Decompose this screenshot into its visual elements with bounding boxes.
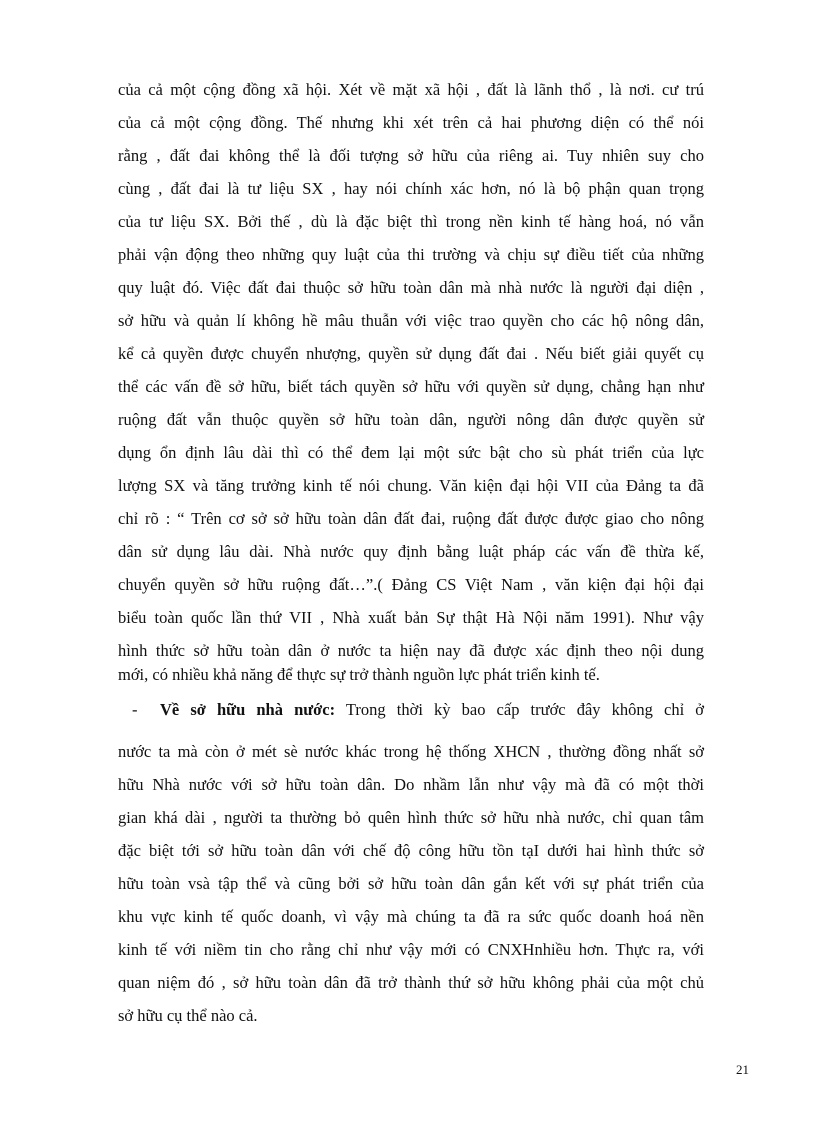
paragraph-line: rằng , đất đai không thể là đối tượng sở hữu của riêng ai. Tuy nhiên suy cho [118, 146, 704, 165]
paragraph-line: của cả một cộng đồng xã hội. Xét về mặt xã hội , đất là lãnh thổ , là nơi. cư trú [118, 80, 704, 99]
paragraph-line: gian khá dài , người ta thường bỏ quên hình thức sở hữu nhà nước, chỉ quan tâm [118, 808, 704, 827]
paragraph-line: dân sử dụng lâu dài. Nhà nước quy định bằng luật pháp các vấn đề thừa kế, [118, 542, 704, 561]
paragraph-line: khu vực kinh tế quốc doanh, vì vậy mà chúng ta đã ra sức quốc doanh hoá nền [118, 907, 704, 926]
bullet-item [118, 700, 704, 720]
paragraph-line: đặc biệt tới sở hữu toàn dân với chế độ công hữu tồn tạI dưới hai hình thức sở [118, 841, 704, 860]
paragraph-line: quy luật đó. Việc đất đai thuộc sở hữu toàn dân mà nhà nước là người đại diện , [118, 278, 704, 297]
paragraph-line: sở hữu cụ thể nào cả. [118, 1006, 258, 1025]
page-number: 21 [736, 1062, 749, 1077]
paragraph-line: phải vận động theo những quy luật của thi trường và chịu sự điều tiết của những [118, 245, 704, 264]
paragraph-line: thể các vấn đề sở hữu, biết tách quyền sở hữu với quyền sử dụng, chẳng hạn như [118, 377, 704, 396]
paragraph-line: của tư liệu SX. Bởi thế , dù là đặc biệt thì trong nền kinh tế hàng hoá, nó vẫn [118, 212, 704, 231]
paragraph-line: sở hữu và quản lí không hề mâu thuẫn với việc trao quyền cho các hộ nông dân, [118, 311, 704, 330]
paragraph-line: của cả một cộng đồng. Thế nhưng khi xét trên cả hai phương diện có thể nói [118, 113, 704, 132]
paragraph-line: biểu toàn quốc lần thứ VII , Nhà xuất bản Sự thật Hà Nội năm 1991). Như vậy [118, 608, 704, 627]
paragraph-line: kinh tế với niềm tin cho rằng chỉ như vậy mới có CNXHnhiều hơn. Thực ra, với [118, 940, 704, 959]
paragraph-line: dụng ổn định lâu dài thì có thể đem lại một sức bật cho sù phát triển của lực [118, 443, 704, 462]
bullet-mark: - [132, 700, 138, 719]
paragraph-line: mới, có nhiều khả năng để thực sự trở thành nguồn lực phát triển kinh tế. [118, 665, 600, 684]
paragraph-line: chuyển quyền sở hữu ruộng đất…”.( Đảng CS Việt Nam , văn kiện đại hội đại [118, 575, 704, 594]
paragraph-line: ruộng đất vẫn thuộc quyền sở hữu toàn dân, người nông dân được quyền sử [118, 410, 704, 429]
paragraph-line: hữu toàn vsà tập thể và cũng bởi sở hữu toàn dân gắn kết với sự phát triển của [118, 874, 704, 893]
paragraph-line: nước ta mà còn ở mét sè nước khác trong hệ thống XHCN , thường đồng nhất sở [118, 742, 704, 761]
paragraph-line: lượng SX và tăng trưởng kinh tế nói chung. Văn kiện đại hội VII của Đảng ta đã [118, 476, 704, 495]
section-heading: Về sở hữu nhà nước: [160, 700, 336, 719]
paragraph-line: hình thức sở hữu toàn dân ở nước ta hiện nay đã được xác định theo nội dung [118, 641, 704, 660]
paragraph-line: kể cả quyền được chuyển nhượng, quyền sử dụng đất đai . Nếu biết giải quyết cụ [118, 344, 704, 363]
paragraph-line: cùng , đất đai là tư liệu SX , hay nói chính xác hơn, nó là bộ phận quan trọng [118, 179, 704, 198]
bullet-text: Trong thời kỳ bao cấp trước đây không chỉ ở [335, 700, 704, 719]
paragraph-line: quan niệm đó , sở hữu toàn dân đã trở thành thứ sở hữu không phải của một chủ [118, 973, 704, 992]
bullet-text-line [160, 700, 704, 720]
paragraph-line: hữu Nhà nước với sở hữu toàn dân. Do nhầm lẫn như vậy mà đã có một thời [118, 775, 704, 794]
paragraph-line: chỉ rõ : “ Trên cơ sở sở hữu toàn dân đất đai, ruộng đất được được giao cho nông [118, 509, 704, 528]
